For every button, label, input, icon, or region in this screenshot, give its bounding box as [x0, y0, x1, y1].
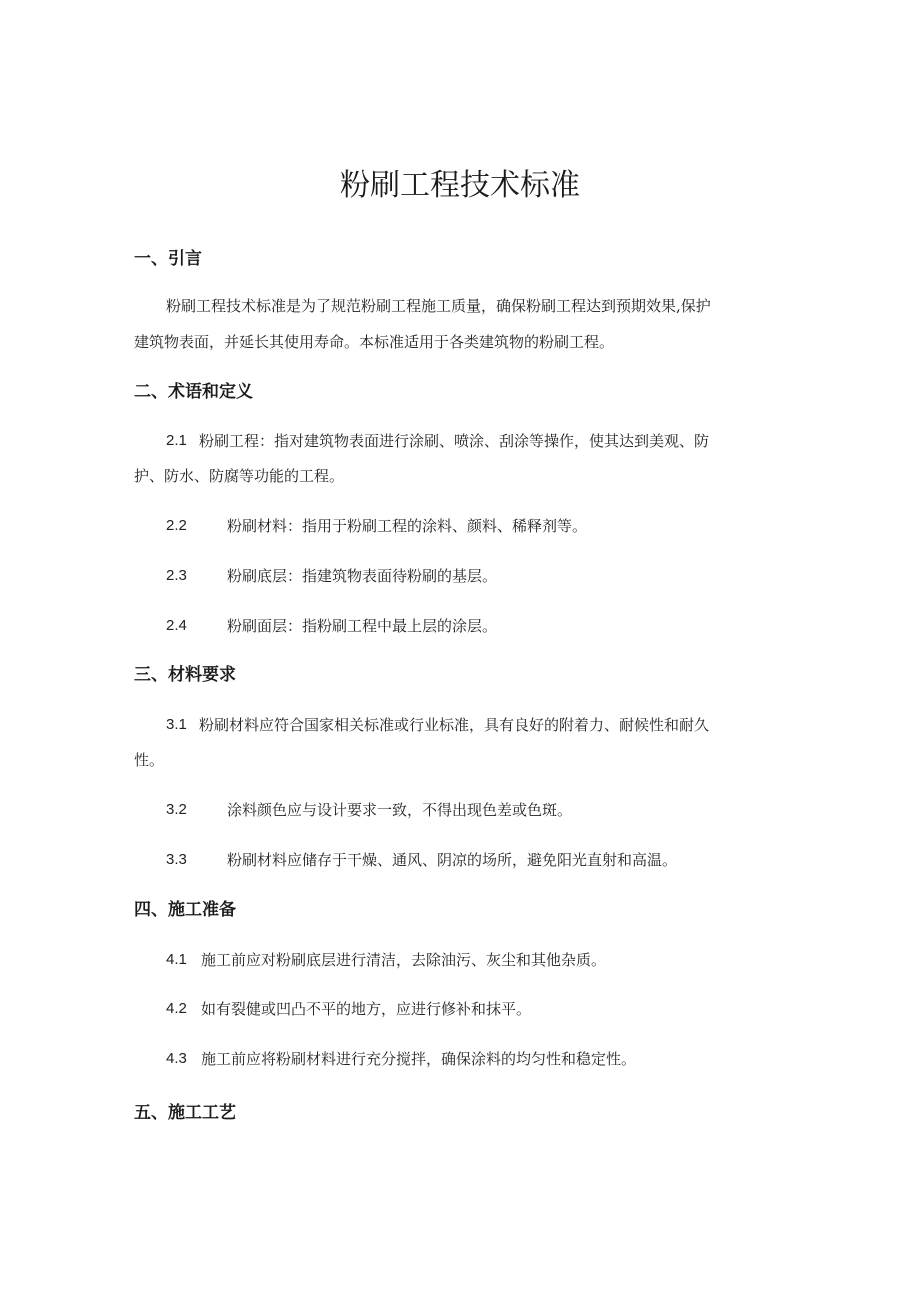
item-text: 如有裂健或凹凸不平的地方，应进行修补和抹平。: [201, 1000, 532, 1018]
item-text: 粉刷面层：指粉刷工程中最上层的涂层。: [227, 617, 498, 635]
section-heading-construction-process: 五、施工工艺: [134, 1103, 236, 1123]
item-text: 粉刷材料应储存于干燥、通风、阴凉的场所，避免阳光直射和高温。: [227, 851, 678, 869]
item-number: 4.3: [166, 1050, 187, 1067]
item-text-continued: 性。: [134, 751, 165, 769]
item-number: 2.3: [166, 567, 187, 584]
item-number: 2.2: [166, 517, 187, 534]
item-text: 施工前应对粉刷底层进行清洁，去除油污、灰尘和其他杂质。: [201, 951, 607, 969]
item-text: 粉刷材料：指用于粉刷工程的涂料、颜料、稀释剂等。: [227, 517, 588, 535]
item-number: 3.2: [166, 801, 187, 818]
item-text: 粉刷材料应符合国家相关标准或行业标准，具有良好的附着力、耐候性和耐久: [199, 716, 710, 734]
document-title: 粉刷工程技术标准: [340, 168, 580, 203]
item-text: 粉刷工程：指对建筑物表面进行涂刷、喷涂、刮涂等操作，使其达到美观、防: [199, 432, 710, 450]
item-text: 施工前应将粉刷材料进行充分搅拌，确保涂料的均匀性和稳定性。: [201, 1050, 637, 1068]
section-heading-terms: 二、术语和定义: [134, 382, 253, 402]
item-text-continued: 护、防水、防腐等功能的工程。: [134, 467, 345, 485]
intro-paragraph-line-2: 建筑物表面，并延长其使用寿命。本标准适用于各类建筑物的粉刷工程。: [134, 333, 615, 351]
item-number: 3.3: [166, 851, 187, 868]
item-number: 4.2: [166, 1000, 187, 1017]
section-heading-introduction: 一、引言: [134, 249, 202, 269]
item-number: 2.1: [166, 432, 187, 449]
item-number: 2.4: [166, 617, 187, 634]
item-text: 粉刷底层：指建筑物表面待粉刷的基层。: [227, 567, 498, 585]
item-number: 3.1: [166, 716, 187, 733]
item-number: 4.1: [166, 951, 187, 968]
item-text: 涂料颜色应与设计要求一致，不得出现色差或色斑。: [227, 801, 573, 819]
section-heading-construction-preparation: 四、施工准备: [134, 900, 236, 920]
section-heading-material-requirements: 三、材料要求: [134, 665, 236, 685]
intro-paragraph-line-1: 粉刷工程技术标准是为了规范粉刷工程施工质量，确保粉刷工程达到预期效果,保护: [166, 297, 711, 315]
